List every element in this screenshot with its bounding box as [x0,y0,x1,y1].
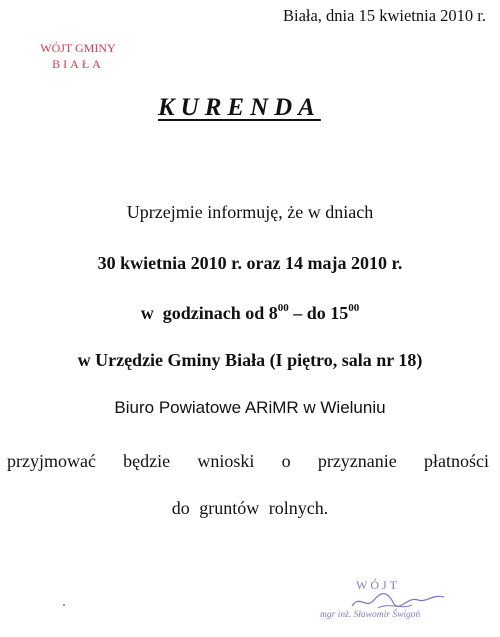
place-date: Biała, dnia 15 kwietnia 2010 r. [282,6,486,25]
stamp-line-2: BIAŁA [52,57,104,71]
wojt-stamp [28,40,128,72]
body-line-location: w Urzędzie Gminy Biała (I piętro, sala nr 18) [77,350,423,370]
hours-middle: – do 15 [288,303,349,323]
signature-title: WÓJT [356,578,400,592]
stamp-line-1: WÓJT GMINY [40,41,116,55]
land-text: do gruntów rolnych. [171,498,329,518]
hours-start-minutes: 00 [277,302,289,314]
scan-speck [63,604,65,606]
body-line-hours [0,303,500,324]
document-title: KURENDA [158,94,321,121]
hours-end-minutes: 00 [348,302,360,314]
body-line-1: Uprzejmie informuję, że w dniach [126,202,374,222]
body-line-office: Biuro Powiatowe ARiMR w Wieluniu [114,398,386,417]
hours-prefix: w godzinach od 8 [140,303,278,323]
signature-name: mgr inż. Sławomir Świgoń [320,610,421,620]
signature-stamp [318,574,478,628]
body-line-applications: przyjmować będzie wnioski o przyznanie płatności [7,451,489,471]
body-line-dates: 30 kwietnia 2010 r. oraz 14 maja 2010 r. [97,253,403,273]
body-line-land [0,498,500,519]
